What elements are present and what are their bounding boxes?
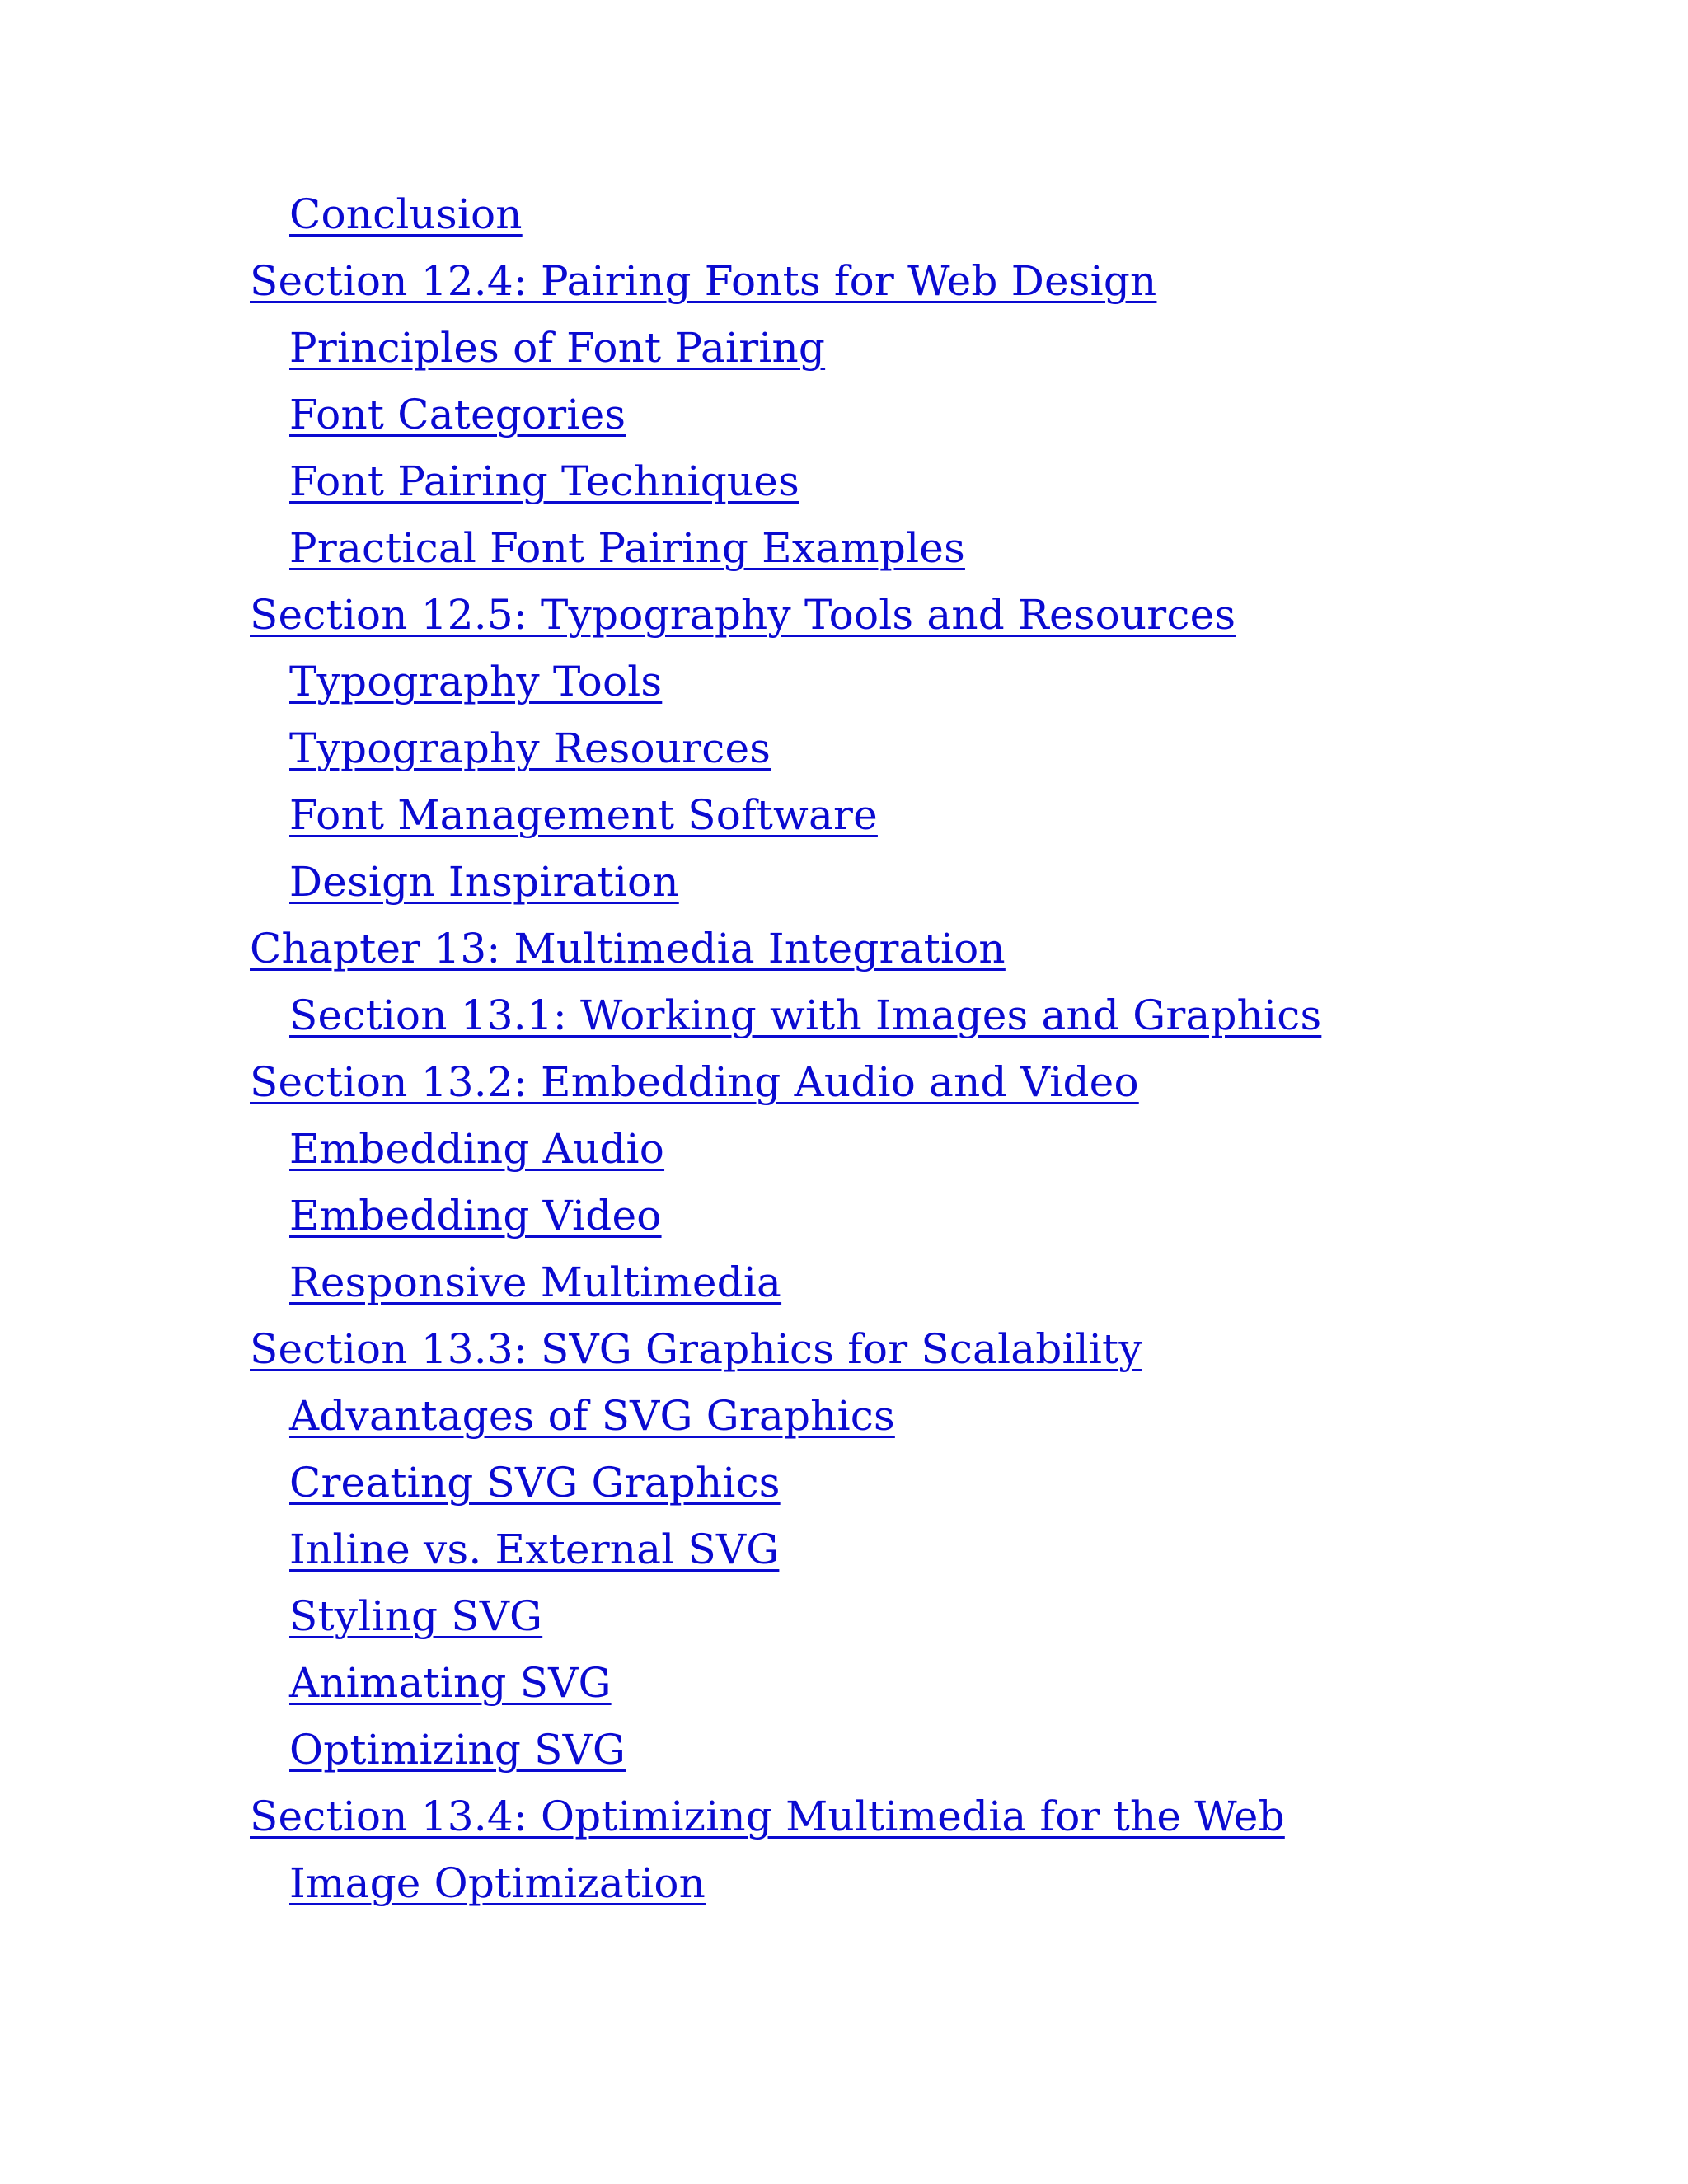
toc-entry [0, 181, 1688, 248]
toc-entry [0, 1249, 1688, 1316]
toc-link[interactable]: Styling SVG [289, 1592, 543, 1640]
toc-entry [0, 649, 1688, 715]
toc-entry [0, 715, 1688, 782]
toc-link[interactable]: Typography Tools [289, 658, 663, 705]
toc-link[interactable]: Inline vs. External SVG [289, 1526, 780, 1573]
toc-entry [0, 1116, 1688, 1183]
toc-link[interactable]: Principles of Font Pairing [289, 324, 826, 372]
toc-entry [0, 448, 1688, 515]
toc-link[interactable]: Design Inspiration [289, 858, 679, 906]
toc-link[interactable]: Section 13.3: SVG Graphics for Scalability [250, 1325, 1142, 1373]
toc-entry [0, 1316, 1688, 1383]
toc-link[interactable]: Advantages of SVG Graphics [289, 1392, 895, 1440]
toc-link[interactable]: Section 13.1: Working with Images and Graphics [289, 991, 1322, 1039]
toc-entry [0, 1850, 1688, 1917]
toc-entry [0, 248, 1688, 315]
toc-link[interactable]: Animating SVG [289, 1659, 612, 1707]
toc-link[interactable]: Typography Resources [289, 724, 771, 772]
toc-link[interactable]: Practical Font Pairing Examples [289, 524, 965, 572]
toc-entry [0, 849, 1688, 916]
toc-entry [0, 982, 1688, 1049]
toc-entry [0, 916, 1688, 982]
toc-link[interactable]: Section 13.4: Optimizing Multimedia for the Web [250, 1793, 1285, 1840]
toc-entry [0, 382, 1688, 448]
toc-link[interactable]: Section 12.4: Pairing Fonts for Web Design [250, 257, 1157, 305]
toc-link[interactable]: Section 12.5: Typography Tools and Resources [250, 591, 1236, 639]
toc-link[interactable]: Embedding Video [289, 1192, 662, 1240]
toc-entry [0, 1450, 1688, 1516]
toc-entry [0, 1650, 1688, 1717]
toc-entry [0, 1183, 1688, 1249]
toc-entry [0, 582, 1688, 649]
toc-link[interactable]: Font Categories [289, 391, 626, 438]
toc-link[interactable]: Image Optimization [289, 1859, 706, 1907]
toc-link[interactable]: Optimizing SVG [289, 1726, 626, 1774]
toc-link[interactable]: Conclusion [289, 190, 523, 238]
toc-link[interactable]: Creating SVG Graphics [289, 1459, 781, 1507]
toc-entry [0, 1583, 1688, 1650]
toc-entry [0, 1049, 1688, 1116]
toc-entry [0, 1717, 1688, 1783]
toc-entry [0, 1383, 1688, 1450]
toc-link[interactable]: Font Management Software [289, 791, 878, 839]
toc-link[interactable]: Responsive Multimedia [289, 1258, 782, 1306]
toc-entry [0, 782, 1688, 849]
toc-link[interactable]: Section 13.2: Embedding Audio and Video [250, 1058, 1139, 1106]
toc-entry [0, 1783, 1688, 1850]
toc-entry [0, 515, 1688, 582]
toc-entry [0, 315, 1688, 382]
toc-link[interactable]: Font Pairing Techniques [289, 457, 799, 505]
table-of-contents [0, 181, 1688, 1917]
toc-link[interactable]: Embedding Audio [289, 1125, 665, 1173]
toc-entry [0, 1516, 1688, 1583]
toc-link[interactable]: Chapter 13: Multimedia Integration [250, 925, 1006, 972]
